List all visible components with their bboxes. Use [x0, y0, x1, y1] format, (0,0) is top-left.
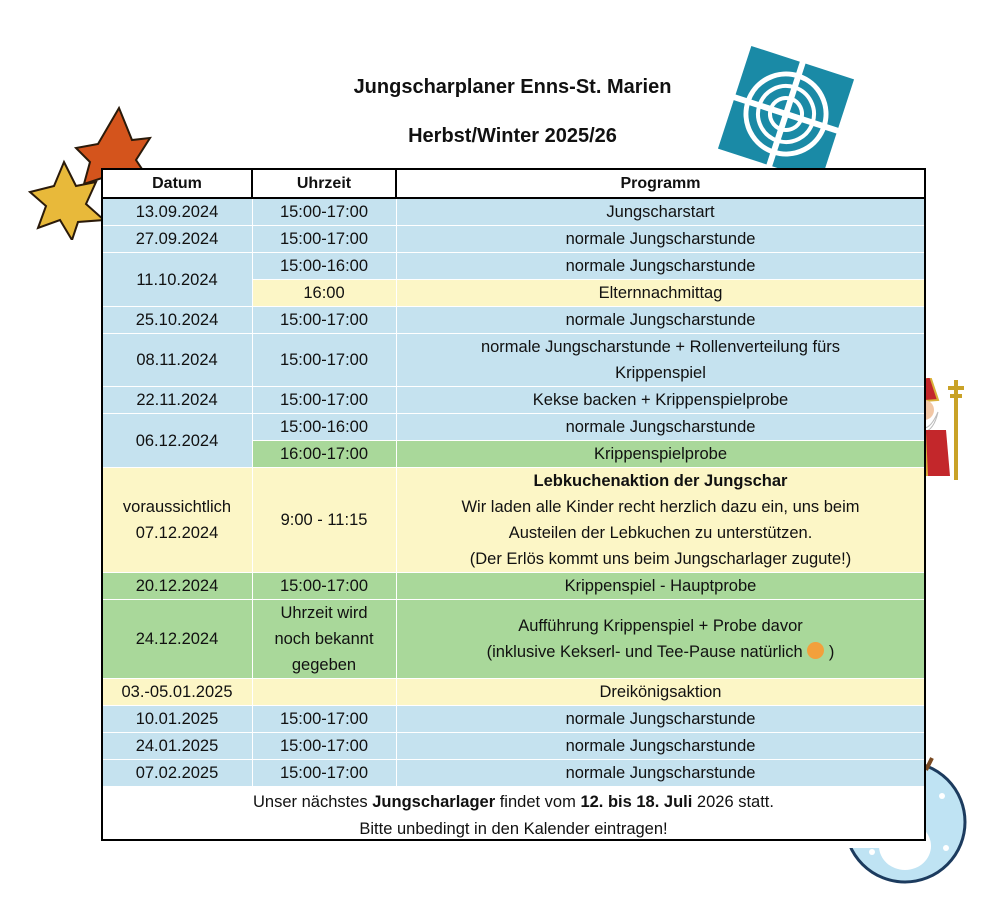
table-row: [102, 733, 925, 760]
footer-line-1: [109, 789, 919, 816]
footer-camp: Jungscharlager: [372, 793, 496, 811]
table-row: [102, 334, 925, 387]
date-cell: 24.12.2024: [102, 600, 252, 679]
program-cell: Kekse backen + Krippenspielprobe: [396, 387, 925, 414]
table-row: [102, 600, 925, 679]
time-cell: 15:00-17:00: [252, 573, 396, 600]
time-cell: 15:00-17:00: [252, 387, 396, 414]
date-cell: 24.01.2025: [102, 733, 252, 760]
time-cell: [252, 600, 396, 679]
program-text: (inklusive Kekserl- und Tee-Pause natürlich: [486, 643, 803, 661]
program-cell: normale Jungscharstunde: [396, 307, 925, 334]
date-cell: 20.12.2024: [102, 573, 252, 600]
table-row: [102, 198, 925, 226]
table-row: [102, 414, 925, 441]
table-row: [102, 679, 925, 706]
program-cell: [396, 468, 925, 573]
program-cell: Dreikönigsaktion: [396, 679, 925, 706]
date-cell: 27.09.2024: [102, 226, 252, 253]
program-line: Austeilen der Lebkuchen zu unterstützen.: [508, 524, 813, 542]
time-line: noch bekannt: [274, 630, 374, 648]
date-cell: 22.11.2024: [102, 387, 252, 414]
column-header-program: Programm: [396, 169, 925, 198]
program-cell: normale Jungscharstunde: [396, 226, 925, 253]
program-cell: normale Jungscharstunde: [396, 253, 925, 280]
date-cell: 07.02.2025: [102, 760, 252, 787]
time-cell: 15:00-16:00: [252, 253, 396, 280]
date-line: voraussichtlich: [122, 498, 232, 516]
program-line: [403, 639, 919, 665]
program-cell: normale Jungscharstunde: [396, 733, 925, 760]
table-row: [102, 760, 925, 787]
table-row: [102, 226, 925, 253]
program-cell: Krippenspielprobe: [396, 441, 925, 468]
table-row: [102, 253, 925, 280]
table-row: [102, 387, 925, 414]
program-cell: [396, 600, 925, 679]
footer-text: 2026 statt.: [692, 793, 774, 811]
table-row: [102, 573, 925, 600]
date-cell: 10.01.2025: [102, 706, 252, 733]
time-cell: 15:00-17:00: [252, 334, 396, 387]
footer-row: [102, 787, 925, 848]
date-cell: 03.-05.01.2025: [102, 679, 252, 706]
date-cell: 25.10.2024: [102, 307, 252, 334]
program-line: Wir laden alle Kinder recht herzlich dazu ein, uns beim: [461, 498, 860, 516]
date-cell: 13.09.2024: [102, 198, 252, 226]
table-row: [102, 468, 925, 573]
time-cell: 16:00: [252, 280, 396, 307]
program-cell: Elternnachmittag: [396, 280, 925, 307]
time-cell: 15:00-17:00: [252, 198, 396, 226]
time-cell: 9:00 - 11:15: [252, 468, 396, 573]
date-cell: 06.12.2024: [102, 414, 252, 468]
program-cell: [396, 334, 925, 387]
time-cell: [252, 679, 396, 706]
page-title: Jungscharplaner Enns-St. Marien: [353, 76, 672, 98]
date-cell: [102, 468, 252, 573]
program-cell: normale Jungscharstunde: [396, 414, 925, 441]
date-cell: 08.11.2024: [102, 334, 252, 387]
program-line: (Der Erlös kommt uns beim Jungscharlager zugute!): [469, 550, 852, 568]
table-row: [102, 307, 925, 334]
time-cell: 15:00-16:00: [252, 414, 396, 441]
program-line: Aufführung Krippenspiel + Probe davor: [518, 617, 803, 635]
time-cell: 16:00-17:00: [252, 441, 396, 468]
date-cell: 11.10.2024: [102, 253, 252, 307]
column-header-time: Uhrzeit: [252, 169, 396, 198]
footer-dates: 12. bis 18. Juli: [580, 793, 693, 811]
program-cell: Krippenspiel - Hauptprobe: [396, 573, 925, 600]
program-cell: normale Jungscharstunde: [396, 760, 925, 787]
table-header-row: [102, 169, 925, 198]
footer-text: findet vom: [495, 793, 581, 811]
time-line: gegeben: [291, 656, 357, 674]
time-cell: 15:00-17:00: [252, 226, 396, 253]
program-cell: Jungscharstart: [396, 198, 925, 226]
date-line: 07.12.2024: [135, 524, 219, 542]
program-title: Lebkuchenaktion der Jungschar: [533, 472, 788, 490]
program-line: Krippenspiel: [615, 364, 706, 382]
footer-text: Unser nächstes: [253, 793, 373, 811]
time-line: Uhrzeit wird: [280, 604, 368, 622]
program-line: normale Jungscharstunde + Rollenverteilung fürs: [480, 338, 841, 356]
program-cell: normale Jungscharstunde: [396, 706, 925, 733]
time-cell: 15:00-17:00: [252, 760, 396, 787]
time-cell: 15:00-17:00: [252, 733, 396, 760]
footer-line-2: Bitte unbedingt in den Kalender eintragen!: [359, 820, 668, 838]
time-cell: 15:00-17:00: [252, 706, 396, 733]
footer-cell: [102, 787, 925, 848]
schedule-table: [101, 168, 926, 848]
column-header-date: Datum: [102, 169, 252, 198]
program-text-end: ): [828, 643, 835, 661]
smiley-icon: [807, 642, 824, 659]
page-subtitle: Herbst/Winter 2025/26: [408, 125, 617, 147]
time-cell: 15:00-17:00: [252, 307, 396, 334]
table-row: [102, 706, 925, 733]
